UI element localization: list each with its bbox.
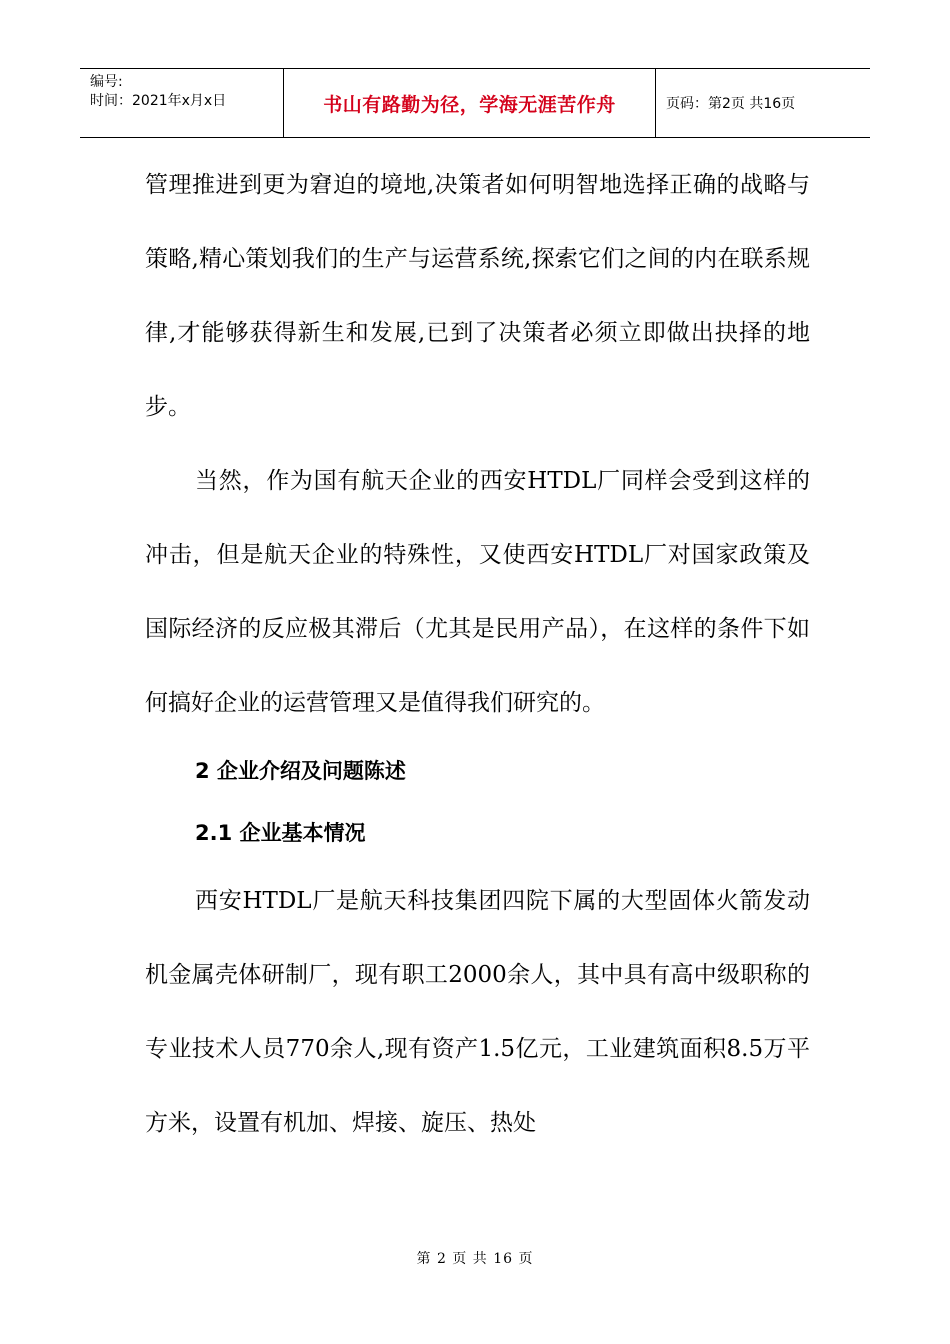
section-heading: 2 企业介绍及问题陈述 (195, 759, 406, 783)
page-footer: 第 2 页 共 16 页 (416, 1251, 534, 1267)
subsection-heading: 2.1 企业基本情况 (195, 821, 366, 845)
document-body (145, 148, 810, 1160)
document-number-label: 编号: (90, 74, 123, 90)
body-paragraph-1: 管理推进到更为窘迫的境地,决策者如何明智地选择正确的战略与策略,精心策划我们的生产与运营系统,探索它们之间的内在联系规律,才能够获得新生和发展,已到了决策者必须立即做出抉择的地步。 (145, 172, 810, 420)
header-meta-cell (80, 69, 284, 137)
body-paragraph-2: 当然，作为国有航天企业的西安HTDL厂同样会受到这样的冲击，但是航天企业的特殊性，又使西安HTDL厂对国家政策及国际经济的反应极其滞后（尤其是民用产品），在这样的条件下如何搞好企业的运营管理又是值得我们研究的。 (145, 468, 810, 716)
page-header (80, 68, 870, 138)
body-paragraph-3: 西安HTDL厂是航天科技集团四院下属的大型固体火箭发动机金属壳体研制厂，现有职工2000余人，其中具有高中级职称的专业技术人员770余人,现有资产1.5亿元，工业建筑面积8.5万平方米，设置有机加、焊接、旋压、热处 (145, 888, 810, 1136)
header-motto: 书山有路勤为径，学海无涯苦作舟 (284, 69, 656, 137)
document-date-label: 时间：2021年x月x日 (90, 93, 227, 109)
header-page-info-cell (656, 69, 870, 137)
header-page-info: 页码：第2页 共16页 (666, 96, 796, 112)
